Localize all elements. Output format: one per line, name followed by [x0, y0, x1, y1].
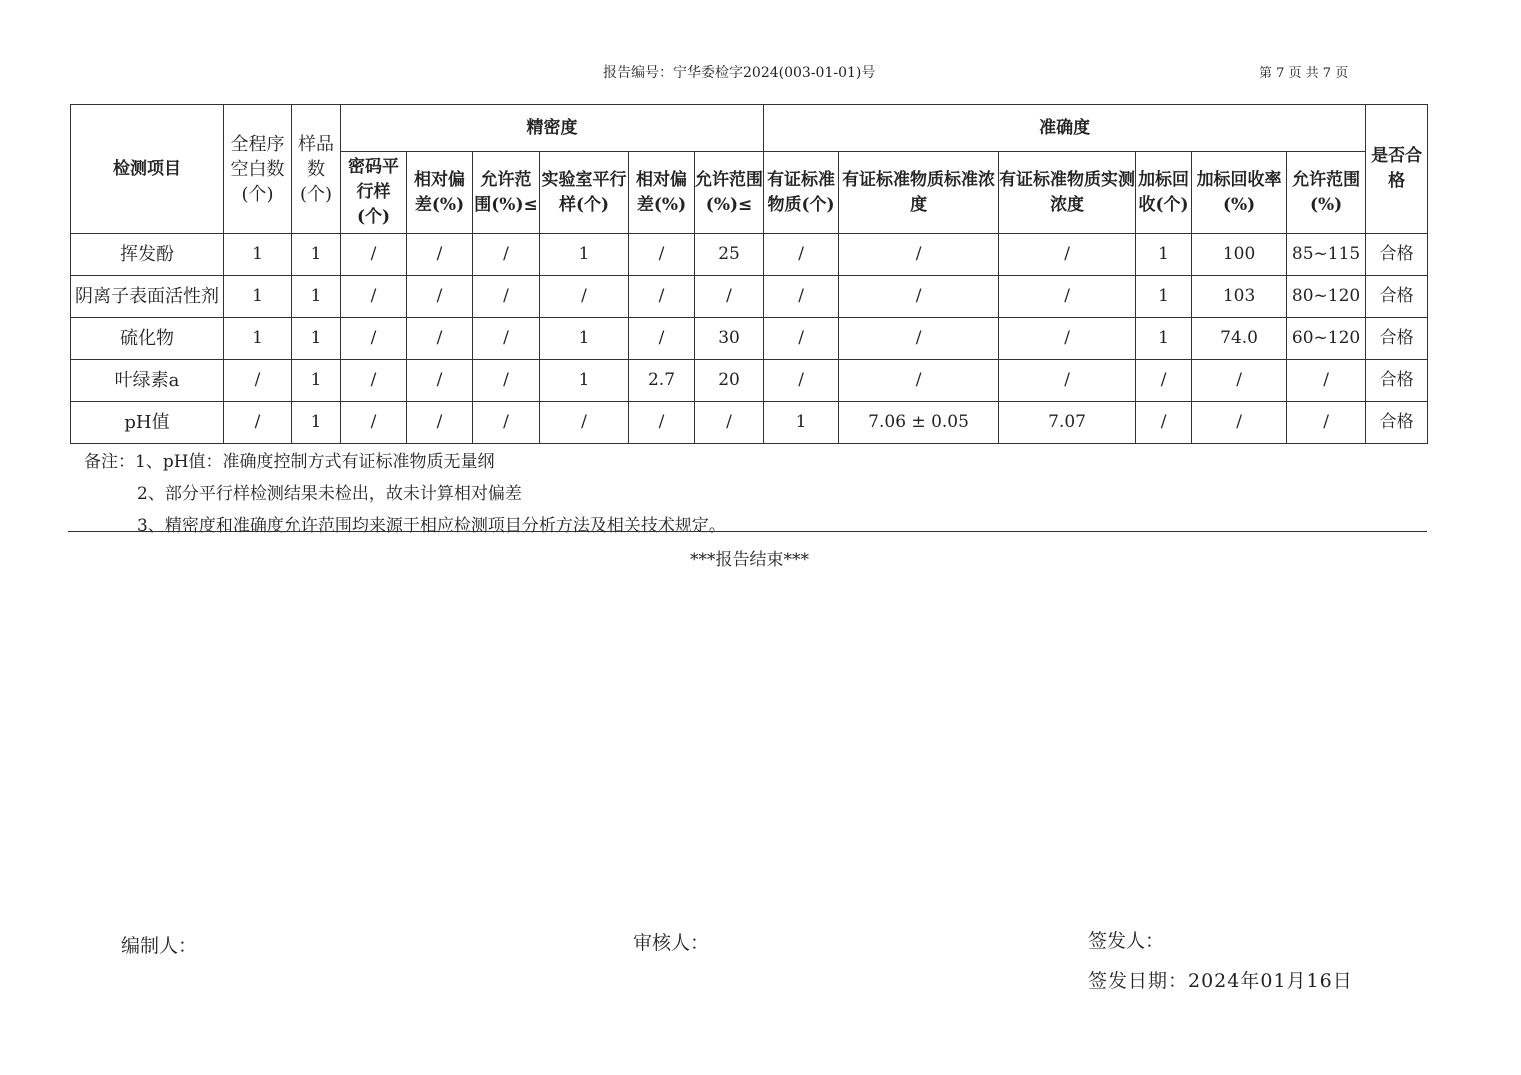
- table-cell: 合格: [1366, 360, 1428, 402]
- header-lab-pairs: 实验室平行样(个): [540, 152, 629, 234]
- header-crm: 有证标准物质(个): [764, 152, 839, 234]
- table-cell: /: [839, 276, 999, 318]
- header-accuracy: 准确度: [764, 105, 1366, 152]
- table-cell: 20: [695, 360, 764, 402]
- table-cell: /: [1136, 402, 1192, 444]
- cell-item-name: 硫化物: [71, 318, 224, 360]
- table-cell: /: [1136, 360, 1192, 402]
- table-cell: /: [224, 402, 292, 444]
- header-samples: 样品数(个): [292, 105, 341, 234]
- qc-table-body: [71, 234, 1428, 444]
- table-cell: /: [839, 360, 999, 402]
- table-cell: /: [473, 234, 540, 276]
- table-cell: /: [1287, 402, 1366, 444]
- table-cell: 1: [224, 318, 292, 360]
- notes: [84, 446, 726, 542]
- table-cell: 74.0: [1192, 318, 1287, 360]
- compiler-label: 编制人：: [121, 935, 198, 957]
- table-cell: /: [224, 360, 292, 402]
- table-cell: 1: [224, 276, 292, 318]
- header-precision: 精密度: [341, 105, 764, 152]
- issuer-label: 签发人：: [1088, 930, 1165, 952]
- table-cell: /: [407, 402, 473, 444]
- table-cell: 7.06 ± 0.05: [839, 402, 999, 444]
- table-cell: 1: [224, 234, 292, 276]
- table-cell: /: [473, 276, 540, 318]
- table-cell: /: [540, 402, 629, 444]
- table-cell: 1: [540, 318, 629, 360]
- header-rel-dev-1: 相对偏差(%): [407, 152, 473, 234]
- table-cell: 80~120: [1287, 276, 1366, 318]
- page-number: 第 7 页 共 7 页: [1259, 66, 1349, 81]
- notes-divider: [68, 531, 1427, 532]
- header-blind-pairs: 密码平行样(个): [341, 152, 407, 234]
- table-cell: /: [1287, 360, 1366, 402]
- table-row: [71, 276, 1428, 318]
- table-cell: 1: [292, 276, 341, 318]
- header-blank: 全程序空白数(个): [224, 105, 292, 234]
- header-crm-std: 有证标准物质标准浓度: [839, 152, 999, 234]
- table-cell: 1: [540, 234, 629, 276]
- table-cell: 1: [540, 360, 629, 402]
- table-cell: 1: [1136, 276, 1192, 318]
- table-cell: /: [839, 318, 999, 360]
- table-cell: /: [999, 234, 1136, 276]
- table-cell: 103: [1192, 276, 1287, 318]
- table-row: [71, 318, 1428, 360]
- table-row: [71, 234, 1428, 276]
- table-cell: 7.07: [999, 402, 1136, 444]
- table-cell: 1: [1136, 318, 1192, 360]
- header-crm-meas: 有证标准物质实测浓度: [999, 152, 1136, 234]
- table-cell: /: [695, 276, 764, 318]
- table-cell: /: [407, 318, 473, 360]
- table-cell: /: [540, 276, 629, 318]
- cell-item-name: pH值: [71, 402, 224, 444]
- table-cell: /: [407, 276, 473, 318]
- cell-item-name: 叶绿素a: [71, 360, 224, 402]
- cell-item-name: 挥发酚: [71, 234, 224, 276]
- reviewer-label: 审核人：: [633, 932, 710, 954]
- table-cell: /: [999, 318, 1136, 360]
- table-cell: 1: [292, 234, 341, 276]
- header-allow-range: 允许范围(%): [1287, 152, 1366, 234]
- qc-results-table: [70, 104, 1428, 444]
- header-item: 检测项目: [71, 105, 224, 234]
- table-row: [71, 402, 1428, 444]
- table-cell: /: [629, 318, 695, 360]
- table-cell: /: [341, 360, 407, 402]
- note-1: 备注：1、pH值：准确度控制方式有证标准物质无量纲: [84, 452, 495, 472]
- table-cell: 2.7: [629, 360, 695, 402]
- table-cell: /: [629, 276, 695, 318]
- header-spike: 加标回收(个): [1136, 152, 1192, 234]
- table-cell: /: [341, 402, 407, 444]
- table-cell: /: [407, 234, 473, 276]
- table-cell: 1: [292, 402, 341, 444]
- table-cell: 合格: [1366, 276, 1428, 318]
- table-cell: 1: [764, 402, 839, 444]
- table-cell: 60~120: [1287, 318, 1366, 360]
- table-cell: /: [341, 234, 407, 276]
- table-cell: 合格: [1366, 234, 1428, 276]
- cell-item-name: 阴离子表面活性剂: [71, 276, 224, 318]
- table-row: [71, 360, 1428, 402]
- report-number: 报告编号：宁华委检字2024(003-01-01)号: [603, 65, 876, 81]
- table-cell: /: [473, 360, 540, 402]
- note-3: 3、精密度和准确度允许范围均来源于相应检测项目分析方法及相关技术规定。: [137, 516, 726, 536]
- note-2: 2、部分平行样检测结果未检出，故未计算相对偏差: [137, 484, 522, 504]
- table-cell: /: [341, 276, 407, 318]
- table-cell: /: [1192, 402, 1287, 444]
- header-rel-dev-2: 相对偏差(%): [629, 152, 695, 234]
- header-pass: 是否合格: [1366, 105, 1428, 234]
- issue-date: 签发日期：2024年01月16日: [1088, 970, 1353, 992]
- table-cell: 1: [1136, 234, 1192, 276]
- table-cell: 合格: [1366, 402, 1428, 444]
- table-cell: 100: [1192, 234, 1287, 276]
- table-cell: /: [407, 360, 473, 402]
- table-cell: 1: [292, 360, 341, 402]
- table-cell: 合格: [1366, 318, 1428, 360]
- report-end: ***报告结束***: [690, 550, 809, 570]
- table-cell: /: [764, 276, 839, 318]
- table-cell: /: [695, 402, 764, 444]
- table-cell: /: [341, 318, 407, 360]
- table-cell: /: [999, 276, 1136, 318]
- table-cell: /: [473, 318, 540, 360]
- table-cell: /: [473, 402, 540, 444]
- table-cell: /: [839, 234, 999, 276]
- table-cell: /: [764, 234, 839, 276]
- table-cell: /: [1192, 360, 1287, 402]
- table-cell: /: [764, 360, 839, 402]
- header-recovery: 加标回收率(%): [1192, 152, 1287, 234]
- table-cell: 85~115: [1287, 234, 1366, 276]
- table-cell: 25: [695, 234, 764, 276]
- table-cell: /: [629, 234, 695, 276]
- table-cell: 1: [292, 318, 341, 360]
- table-cell: 30: [695, 318, 764, 360]
- table-cell: /: [764, 318, 839, 360]
- table-cell: /: [999, 360, 1136, 402]
- header-allow-2: 允许范围(%)≤: [695, 152, 764, 234]
- table-cell: /: [629, 402, 695, 444]
- header-allow-1: 允许范围(%)≤: [473, 152, 540, 234]
